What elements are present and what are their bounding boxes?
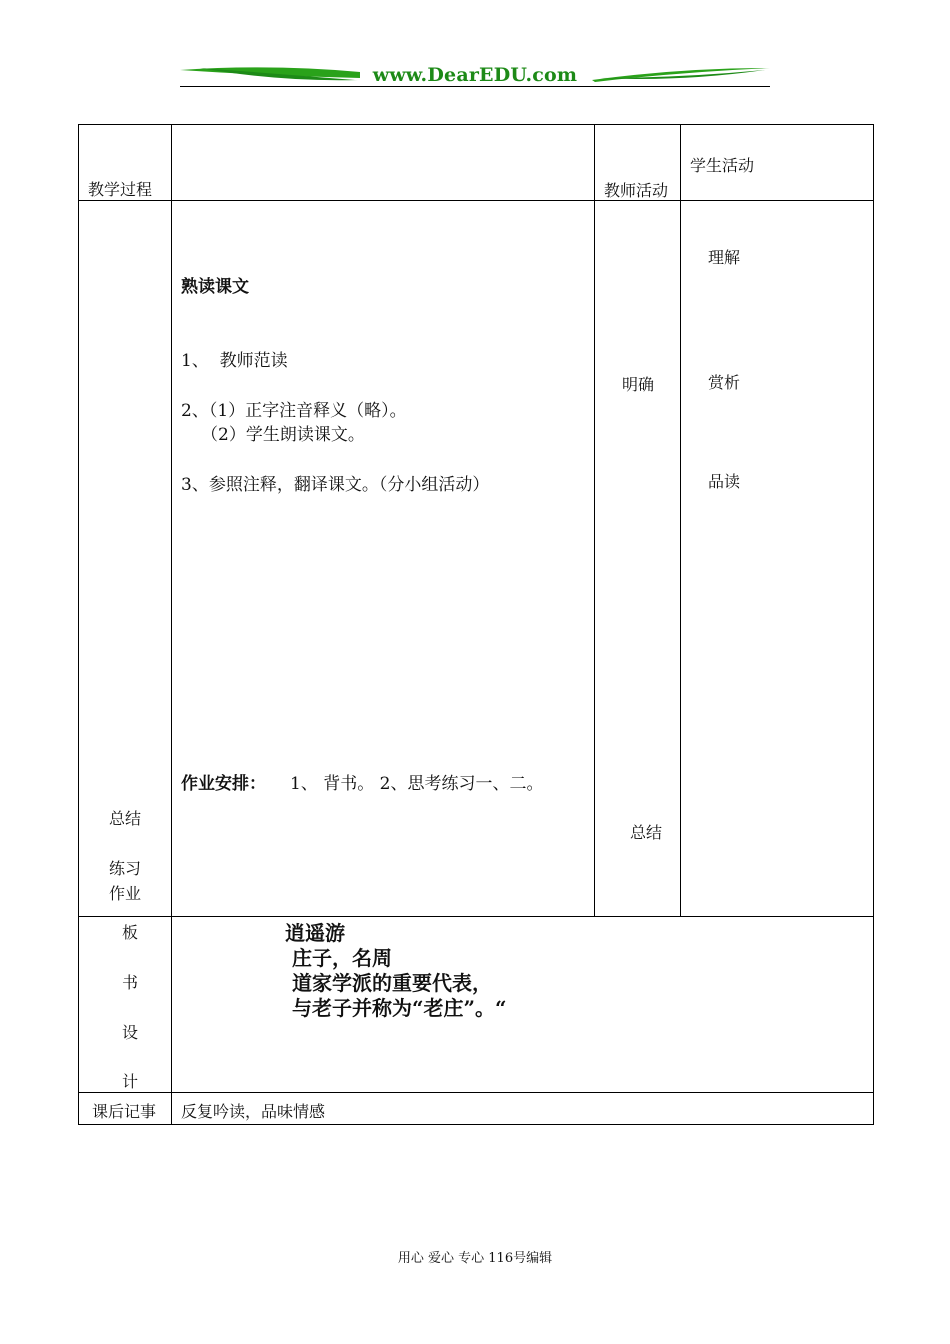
homework-label: 作业: [109, 884, 142, 903]
notes-text: 反复吟读，品味情感: [181, 1102, 326, 1121]
notes-label: 课后记事: [92, 1102, 157, 1121]
teacher-activity-cell: [595, 201, 681, 917]
content-header-cell: [172, 125, 595, 201]
board-line-title: 逍遥游: [285, 921, 345, 945]
step-2b: （2）学生朗读课文。: [201, 425, 365, 445]
table-header-row: [79, 125, 874, 201]
notes-row: [79, 1093, 874, 1125]
notes-content-cell: [172, 1093, 874, 1125]
teacher-activity-summary: 总结: [630, 823, 663, 842]
step-2a: 2、（1）正字注音释义（略）。: [181, 401, 407, 421]
section-title: 熟读课文: [181, 277, 249, 297]
exercise-label: 练习: [109, 859, 142, 878]
student-activity-header-cell: [681, 125, 874, 201]
header-rule: [180, 86, 770, 87]
table-main-row: [79, 201, 874, 917]
homework-title: 作业安排：: [181, 774, 266, 794]
page-footer: 用心 爱心 专心 116号编辑: [397, 1251, 553, 1266]
board-design-content-cell: [172, 917, 874, 1093]
process-header-cell: [79, 125, 172, 201]
board-design-row: [79, 917, 874, 1093]
student-activity-label: 学生活动: [690, 156, 755, 175]
site-url-text: www.DearEDU.com: [372, 64, 578, 86]
step-1: 1、 教师范读: [181, 351, 288, 371]
student-activity-appreciate: 赏析: [708, 373, 741, 392]
left-label-cell: [79, 201, 172, 917]
content-cell: [172, 201, 595, 917]
teacher-activity-clarify: 明确: [622, 375, 655, 394]
teacher-activity-label: 教师活动: [604, 181, 669, 200]
board-label-char-1: 板: [122, 923, 139, 942]
board-line-laozhuang: 与老子并称为“老庄”。“: [292, 996, 507, 1020]
summary-label: 总结: [109, 809, 142, 828]
lesson-plan-table: [78, 124, 874, 1125]
board-label-char-4: 计: [122, 1072, 139, 1091]
board-line-school: 道家学派的重要代表，: [292, 971, 492, 995]
student-activity-understand: 理解: [708, 248, 741, 267]
student-activity-cell: [681, 201, 874, 917]
notes-label-cell: [79, 1093, 172, 1125]
board-design-label-cell: [79, 917, 172, 1093]
process-label: 教学过程: [88, 180, 153, 199]
teacher-activity-header-cell: [595, 125, 681, 201]
board-label-char-2: 书: [122, 973, 139, 992]
student-activity-savor: 品读: [708, 472, 741, 491]
board-label-char-3: 设: [122, 1023, 139, 1042]
board-line-author: 庄子，名周: [292, 946, 392, 970]
step-3: 3、参照注释，翻译课文。（分小组活动）: [181, 475, 490, 495]
homework-text: 1、 背书。 2、思考练习一、二。: [290, 774, 544, 794]
